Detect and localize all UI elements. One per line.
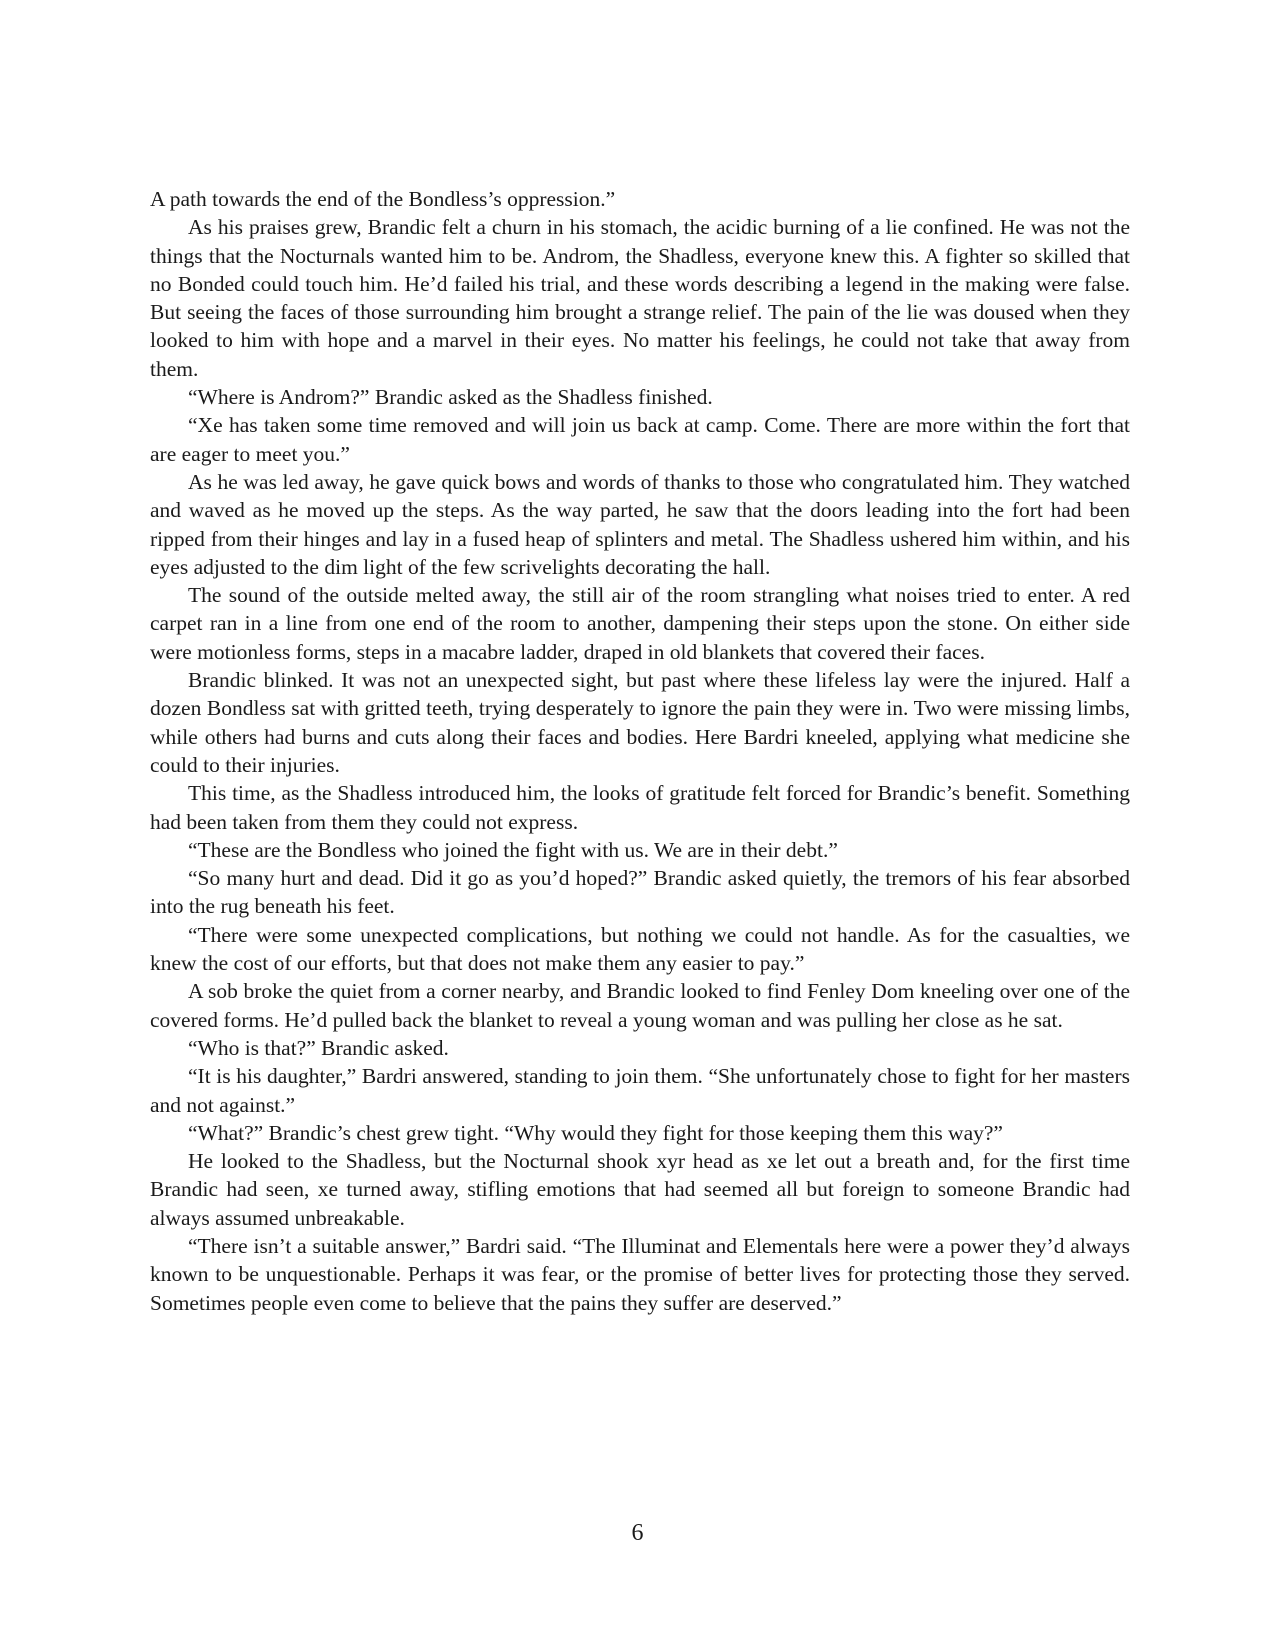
paragraph: “There were some unexpected complications, but nothing we could not handle. As for the casualties, we knew the cost of our efforts, but that does not make them any easier to pay.” — [150, 922, 1130, 976]
paragraph: Brandic blinked. It was not an unexpected sight, but past where these lifeless lay were the injured. Half a dozen Bondless sat with gritted teeth, trying desperately to ignore the pain they were in. Two were missing limbs, while others had burns and cuts along their faces and bodies. Here Bardri kneeled, applying what medicine she could to their injuries. — [150, 668, 1130, 777]
paragraph: “Where is Androm?” Brandic asked as the Shadless finished. — [188, 385, 713, 410]
paragraph: As his praises grew, Brandic felt a churn in his stomach, the acidic burning of a lie confined. He was not the things that the Nocturnals wanted him to be. Androm, the Shadless, everyone knew this. A fighter so skilled that no Bonded could touch him. He’d failed his trial, and these words describing a legend in the making were false. But seeing the faces of those surrounding him brought a strange relief. The pain of the lie was doused when they looked to him with hope and a marvel in their eyes. No matter his feelings, he could not take that away from them. — [150, 215, 1130, 381]
paragraph: This time, as the Shadless introduced him, the looks of gratitude felt forced for Brandic’s benefit. Something had been taken from them they could not express. — [150, 781, 1130, 834]
page-body — [150, 185, 1130, 1317]
paragraph: “So many hurt and dead. Did it go as you’d hoped?” Brandic asked quietly, the tremors of his fear absorbed into the rug beneath his feet. — [150, 866, 1130, 919]
paragraph: “It is his daughter,” Bardri answered, standing to join them. “She unfortunately chose to fight for her masters and not against.” — [150, 1064, 1130, 1117]
page-number: 6 — [631, 1520, 644, 1546]
paragraph: “These are the Bondless who joined the fight with us. We are in their debt.” — [188, 837, 838, 862]
paragraph: “What?” Brandic’s chest grew tight. “Why would they fight for those keeping them this way?” — [188, 1120, 1003, 1145]
paragraph: As he was led away, he gave quick bows and words of thanks to those who congratulated him. They watched and waved as he moved up the steps. As the way parted, he saw that the doors leading into the fort had been ripped from their hinges and lay in a fused heap of splinters and metal. The Shadless ushered him within, and his eyes adjusted to the dim light of the few scrivelights decorating the hall. — [150, 469, 1130, 579]
paragraph: A sob broke the quiet from a corner nearby, and Brandic looked to find Fenley Dom kneeling over one of the covered forms. He’d pulled back the blanket to reveal a young woman and was pulling her close as he sat. — [150, 979, 1130, 1032]
paragraph: “There isn’t a suitable answer,” Bardri said. “The Illuminat and Elementals here were a power they’d always known to be unquestionable. Perhaps it was fear, or the promise of better lives for protecting those they served. Sometimes people even come to believe that the pains they suffer are deserved.” — [150, 1233, 1130, 1315]
paragraph: The sound of the outside melted away, the still air of the room strangling what noises tried to enter. A red carpet ran in a line from one end of the room to another, dampening their steps upon the stone. On either side were motionless forms, steps in a macabre ladder, draped in old blankets that covered their faces. — [150, 583, 1130, 664]
paragraph: “Who is that?” Brandic asked. — [188, 1035, 449, 1060]
paragraph: “Xe has taken some time removed and will join us back at camp. Come. There are more within the fort that are eager to meet you.” — [150, 413, 1130, 466]
paragraph: He looked to the Shadless, but the Nocturnal shook xyr head as xe let out a breath and, for the first time Brandic had seen, xe turned away, stifling emotions that had seemed all but foreign to someone Brandic had always assumed unbreakable. — [150, 1149, 1130, 1230]
paragraph-continued: A path towards the end of the Bondless’s oppression.” — [150, 187, 616, 211]
